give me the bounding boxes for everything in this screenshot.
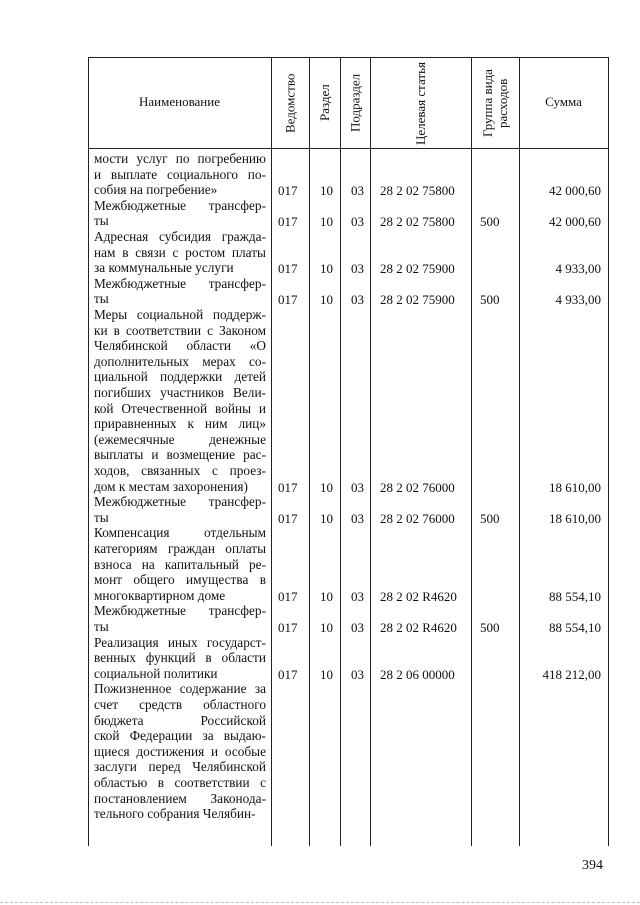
row-razdel: 10 <box>320 588 333 604</box>
col-divider-raz <box>340 57 341 846</box>
row-podrazdel: 03 <box>351 214 364 230</box>
row-vedomstvo: 017 <box>278 620 298 635</box>
row-celevaya: 28 2 02 76000 <box>380 510 455 526</box>
table-border-left <box>88 57 89 846</box>
row-name-line: венных функций в области <box>94 650 266 666</box>
row-name-line: и выплате социального по- <box>94 166 266 182</box>
row-name-line: Адресная субсидия гражда- <box>94 229 266 244</box>
header-summa: Сумма <box>545 94 582 109</box>
row-vedomstvo: 017 <box>278 292 298 308</box>
row-name-line: (ежемесячные денежные <box>94 431 266 447</box>
row-razdel: 10 <box>320 214 333 230</box>
row-name-line: Межбюджетные трансфер- <box>94 197 266 213</box>
row-razdel: 10 <box>320 620 333 635</box>
footer-rule <box>0 902 640 903</box>
row-summa: 42 000,60 <box>549 183 601 199</box>
col-divider-grp <box>519 57 520 846</box>
row-vedomstvo: 017 <box>278 479 298 495</box>
row-name-line: Реализация иных государст- <box>94 634 266 650</box>
row-name <box>94 525 266 603</box>
row-name-line: ской Федерации за выдаю- <box>94 728 266 744</box>
row-name-line: Пожизненное содержание за <box>94 681 266 697</box>
row-name-line: собия на погребение» <box>94 182 218 198</box>
row-name <box>94 151 266 198</box>
row-name-line: циальной поддержки детей <box>94 369 266 385</box>
row-podrazdel: 03 <box>351 261 364 277</box>
row-vedomstvo: 017 <box>278 510 298 526</box>
row-summa: 88 554,10 <box>549 620 601 635</box>
row-name-line: ты <box>94 291 109 307</box>
row-name <box>94 603 266 634</box>
row-name-line: ты <box>94 509 109 525</box>
col-divider-ved <box>309 57 310 846</box>
row-name-line: постановлением Законода- <box>94 790 266 806</box>
row-razdel: 10 <box>320 261 333 277</box>
row-name-line: приравненных к ним лиц» <box>94 416 266 432</box>
row-name-line: мости услуг по погребению <box>94 151 266 166</box>
row-summa: 88 554,10 <box>549 588 601 604</box>
row-vedomstvo: 017 <box>278 261 298 277</box>
row-gruppa: 500 <box>480 510 500 526</box>
header-gruppa: Группа вида расходов <box>480 69 510 137</box>
header-divider <box>88 148 609 149</box>
row-name-line: бюджета Российской <box>94 712 266 728</box>
row-name-line: ты <box>94 618 109 634</box>
col-divider-pod <box>370 57 371 846</box>
header-razdel: Раздел <box>317 84 332 122</box>
row-name-line: Межбюджетные трансфер- <box>94 275 266 291</box>
row-name-line: погибших участников Вели- <box>94 384 266 400</box>
row-name-line: областью в соответствии с <box>94 774 266 790</box>
row-summa: 18 610,00 <box>549 479 601 495</box>
row-name-line: Межбюджетные трансфер- <box>94 494 266 510</box>
row-podrazdel: 03 <box>351 666 364 682</box>
row-celevaya: 28 2 02 R4620 <box>380 620 457 635</box>
row-name <box>94 198 266 229</box>
row-podrazdel: 03 <box>351 292 364 308</box>
row-podrazdel: 03 <box>351 183 364 199</box>
row-razdel: 10 <box>320 666 333 682</box>
row-vedomstvo: 017 <box>278 588 298 604</box>
row-name-line: дополнительных мерах со- <box>94 353 266 369</box>
row-vedomstvo: 017 <box>278 183 298 199</box>
row-podrazdel: 03 <box>351 479 364 495</box>
header-celevaya: Целевая статья <box>413 61 428 145</box>
row-summa: 18 610,00 <box>549 510 601 526</box>
row-name <box>94 229 266 276</box>
row-name-line: ходов, связанных с проез- <box>94 462 266 478</box>
page-number: 394 <box>582 858 603 873</box>
row-name-line: тельного собрания Челябин- <box>94 806 256 822</box>
header-podrazdel: Подраздел <box>347 73 363 133</box>
row-podrazdel: 03 <box>351 588 364 604</box>
row-summa: 4 933,00 <box>555 292 601 308</box>
header-vedomstvo: Ведомство <box>282 73 298 133</box>
row-name-line: Меры социальной поддерж- <box>94 307 266 322</box>
row-name-line: социальной политики <box>94 665 218 681</box>
row-celevaya: 28 2 02 R4620 <box>380 588 457 604</box>
row-razdel: 10 <box>320 510 333 526</box>
row-name <box>94 635 266 682</box>
row-name-line: кой Отечественной войны и <box>94 400 266 416</box>
row-gruppa: 500 <box>480 214 500 230</box>
row-name <box>94 276 266 307</box>
row-name <box>94 494 266 525</box>
table-border-right <box>608 57 609 846</box>
row-name-line: ты <box>94 213 109 229</box>
row-vedomstvo: 017 <box>278 214 298 230</box>
row-name-line: заслуги перед Челябинской <box>94 759 266 775</box>
row-name-line: нам в связи с ростом платы <box>94 244 266 260</box>
row-name-line: щиеся достижения и особые <box>94 743 266 759</box>
row-summa: 418 212,00 <box>542 666 601 682</box>
row-summa: 42 000,60 <box>549 214 601 230</box>
row-razdel: 10 <box>320 292 333 308</box>
table-border-top <box>88 57 609 58</box>
row-name-line: счет средств областного <box>94 696 266 712</box>
row-celevaya: 28 2 02 75800 <box>380 214 455 230</box>
row-name-line: за коммунальные услуги <box>94 260 234 276</box>
row-name-line: ки в соответствии с Законом <box>94 322 266 338</box>
col-divider-name <box>271 57 272 846</box>
row-gruppa: 500 <box>480 292 500 308</box>
row-name-line: взноса на капитальный ре- <box>94 556 266 572</box>
row-celevaya: 28 2 02 75900 <box>380 261 455 277</box>
row-podrazdel: 03 <box>351 620 364 635</box>
row-name-line: дом к местам захоронения) <box>94 478 248 494</box>
row-podrazdel: 03 <box>351 510 364 526</box>
budget-table <box>88 57 609 846</box>
row-name-line: выплаты и возмещение рас- <box>94 447 266 463</box>
row-name <box>94 681 266 821</box>
row-razdel: 10 <box>320 479 333 495</box>
row-name-line: категориям граждан оплаты <box>94 540 266 556</box>
row-name-line: Компенсация отдельным <box>94 525 266 541</box>
row-name-line: Челябинской области «О <box>94 338 266 354</box>
row-celevaya: 28 2 02 76000 <box>380 479 455 495</box>
row-vedomstvo: 017 <box>278 666 298 682</box>
row-celevaya: 28 2 02 75800 <box>380 183 455 199</box>
row-name-line: многоквартирном доме <box>94 587 226 603</box>
row-gruppa: 500 <box>480 620 500 635</box>
row-name-line: монт общего имущества в <box>94 572 266 588</box>
row-summa: 4 933,00 <box>555 261 601 277</box>
row-name-line: Межбюджетные трансфер- <box>94 603 266 619</box>
col-divider-cel <box>471 57 472 846</box>
row-razdel: 10 <box>320 183 333 199</box>
header-name: Наименование <box>139 94 220 109</box>
row-name <box>94 307 266 494</box>
row-celevaya: 28 2 06 00000 <box>380 666 455 682</box>
row-celevaya: 28 2 02 75900 <box>380 292 455 308</box>
